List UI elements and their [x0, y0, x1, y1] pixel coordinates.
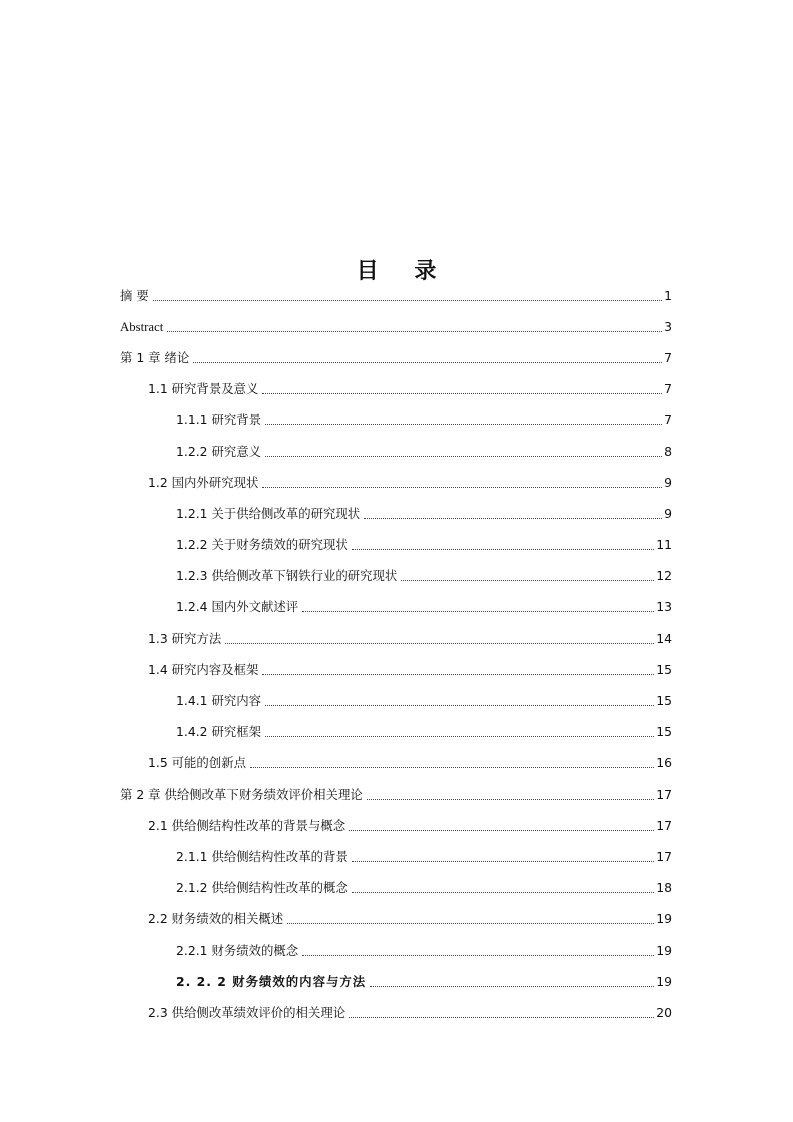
- toc-dot-leader: [364, 517, 662, 519]
- toc-entry[interactable]: [0, 342, 793, 373]
- toc-entry-page: 15: [656, 661, 672, 677]
- toc-entry[interactable]: [0, 717, 793, 748]
- toc-entry-page: 19: [656, 942, 672, 958]
- toc-entry[interactable]: [0, 374, 793, 405]
- toc-dot-leader: [370, 985, 654, 987]
- toc-entry-label: 2.1.1 供给侧结构性改革的背景: [176, 848, 348, 864]
- toc-entry-page: 1: [664, 287, 672, 303]
- toc-entry-page: 20: [656, 1004, 672, 1020]
- toc-entry-page: 19: [656, 973, 672, 989]
- toc-entry-page: 14: [656, 630, 672, 646]
- toc-entry[interactable]: [0, 280, 793, 311]
- toc-entry[interactable]: [0, 592, 793, 623]
- toc-entry-label: 1.1.1 研究背景: [176, 412, 262, 428]
- toc-dot-leader: [349, 1016, 654, 1018]
- toc-dot-leader: [167, 330, 662, 332]
- toc-entry-label: 1.1 研究背景及意义: [148, 381, 259, 397]
- toc-entry[interactable]: [0, 935, 793, 966]
- toc-entry[interactable]: [0, 436, 793, 467]
- toc-entry[interactable]: [0, 623, 793, 654]
- toc-entry-label: 1.3 研究方法: [148, 630, 222, 646]
- toc-entry-page: 7: [664, 381, 672, 397]
- toc-dot-leader: [225, 642, 654, 644]
- toc-dot-leader: [352, 548, 654, 550]
- page-title: 目 录: [356, 258, 451, 284]
- toc-entry[interactable]: [0, 966, 793, 997]
- toc-dot-leader: [262, 486, 662, 488]
- toc-entry-page: 9: [664, 474, 672, 490]
- toc-entry-page: 15: [656, 693, 672, 709]
- toc-entry[interactable]: [0, 498, 793, 529]
- toc-entry-label: 2.1 供给侧结构性改革的背景与概念: [148, 817, 346, 833]
- toc-entry[interactable]: [0, 779, 793, 810]
- toc-entry-page: 11: [656, 537, 672, 553]
- toc-dot-leader: [265, 704, 654, 706]
- toc-entry-page: 7: [664, 412, 672, 428]
- toc-entry-label: 1.2.3 供给侧改革下钢铁行业的研究现状: [176, 568, 398, 584]
- toc-entry-label: 2.3 供给侧改革绩效评价的相关理论: [148, 1004, 346, 1020]
- toc-entry-label: 摘 要: [120, 287, 149, 303]
- toc-dot-leader: [352, 860, 654, 862]
- toc-entry-page: 18: [656, 880, 672, 896]
- toc-entry[interactable]: [0, 311, 793, 342]
- toc-entry-label: 第 2 章 供给侧改革下财务绩效评价相关理论: [120, 786, 363, 802]
- toc-entry-label: 2.2.1 财务绩效的概念: [176, 942, 299, 958]
- toc-entry-label: 1.2.4 国内外文献述评: [176, 599, 299, 615]
- toc-entry-page: 16: [656, 755, 672, 771]
- toc-entry[interactable]: [0, 997, 793, 1028]
- toc-entry[interactable]: [0, 405, 793, 436]
- toc-dot-leader: [287, 922, 654, 924]
- toc-entry-page: 9: [664, 505, 672, 521]
- toc-entry-page: 17: [656, 786, 672, 802]
- toc-entry[interactable]: [0, 685, 793, 716]
- toc-dot-leader: [401, 579, 654, 581]
- toc-entry-label: 2.1.2 供给侧结构性改革的概念: [176, 880, 348, 896]
- toc-entry-label: 2.2 财务绩效的相关概述: [148, 911, 284, 927]
- toc-dot-leader: [352, 891, 654, 893]
- toc-entry[interactable]: [0, 654, 793, 685]
- toc-dot-leader: [153, 299, 662, 301]
- toc-entry-page: 17: [656, 848, 672, 864]
- toc-dot-leader: [302, 610, 654, 612]
- toc-dot-leader: [265, 455, 662, 457]
- toc-dot-leader: [265, 423, 662, 425]
- toc-entry-page: 3: [664, 318, 672, 334]
- toc-entry[interactable]: [0, 467, 793, 498]
- toc-entry-label: 1.4.2 研究框架: [176, 724, 262, 740]
- toc-entry-page: 8: [664, 443, 672, 459]
- toc-entry[interactable]: [0, 810, 793, 841]
- toc-dot-leader: [250, 766, 654, 768]
- toc-dot-leader: [349, 829, 654, 831]
- toc-entry-page: 13: [656, 599, 672, 615]
- toc-entry-label: 1.2.2 关于财务绩效的研究现状: [176, 537, 348, 553]
- toc-entry-label: 1.2.1 关于供给侧改革的研究现状: [176, 505, 361, 521]
- toc-entry-label: 1.5 可能的创新点: [148, 755, 246, 771]
- toc-entry-label: 1.2.2 研究意义: [176, 443, 262, 459]
- toc-entry-label: 2. 2. 2 财务绩效的内容与方法: [176, 973, 367, 989]
- toc-entry-label: 1.4.1 研究内容: [176, 693, 262, 709]
- toc-entry[interactable]: [0, 841, 793, 872]
- toc-entry-label: 1.4 研究内容及框架: [148, 661, 259, 677]
- toc-dot-leader: [367, 798, 654, 800]
- toc-entry-label: 1.2 国内外研究现状: [148, 474, 259, 490]
- toc-entry[interactable]: [0, 561, 793, 592]
- toc-entry[interactable]: [0, 904, 793, 935]
- toc-entry-page: 15: [656, 724, 672, 740]
- table-of-contents: [0, 280, 793, 1029]
- toc-dot-leader: [193, 361, 662, 363]
- toc-entry-page: 17: [656, 817, 672, 833]
- toc-entry[interactable]: [0, 873, 793, 904]
- toc-entry-label: 第 1 章 绪论: [120, 349, 190, 365]
- toc-dot-leader: [302, 954, 654, 956]
- toc-dot-leader: [262, 392, 662, 394]
- toc-entry-page: 12: [656, 568, 672, 584]
- toc-entry[interactable]: [0, 748, 793, 779]
- toc-entry-label: Abstract: [120, 319, 164, 334]
- toc-entry-page: 19: [656, 911, 672, 927]
- toc-entry[interactable]: [0, 530, 793, 561]
- toc-dot-leader: [265, 735, 654, 737]
- toc-dot-leader: [262, 673, 654, 675]
- toc-entry-page: 7: [664, 349, 672, 365]
